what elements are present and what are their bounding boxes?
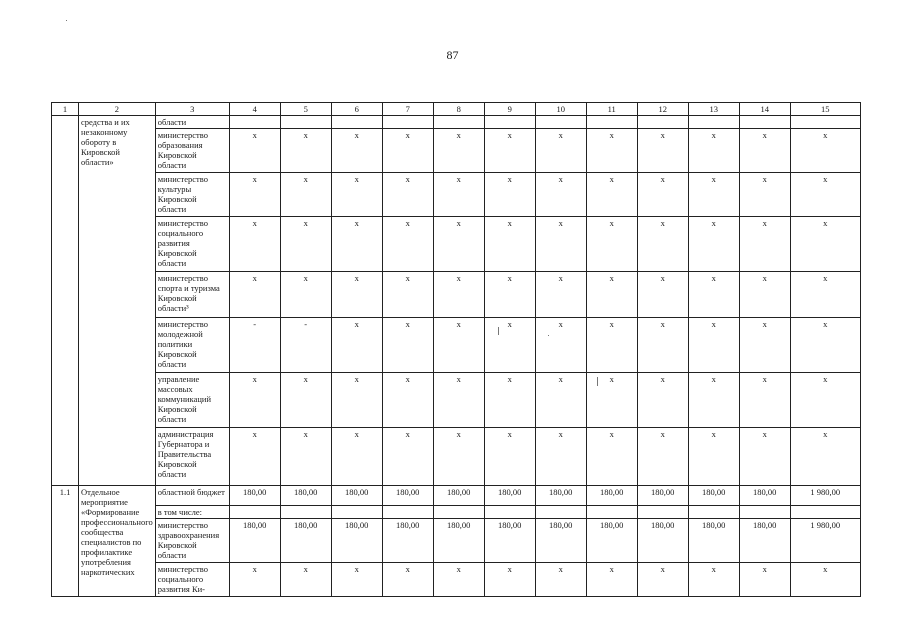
value-cell: x: [637, 272, 688, 318]
table-row: [52, 373, 861, 428]
value-cell: x: [382, 217, 433, 272]
value-cell: x: [280, 217, 331, 272]
header-cell: 2: [79, 103, 156, 116]
header-row: [52, 103, 861, 116]
value-cell: x: [331, 217, 382, 272]
value-cell: [535, 506, 586, 519]
value-cell: [382, 506, 433, 519]
value-cell: x: [790, 272, 860, 318]
value-cell: x: [535, 428, 586, 486]
value-cell: [484, 116, 535, 129]
value-cell: x: [586, 318, 637, 373]
value-cell: [382, 116, 433, 129]
value-cell: [790, 506, 860, 519]
value-cell: 180,00: [586, 519, 637, 563]
header-cell: 3: [155, 103, 229, 116]
value-cell: x: [637, 173, 688, 217]
value-cell: x: [688, 373, 739, 428]
value-cell: [586, 116, 637, 129]
value-cell: [637, 116, 688, 129]
value-cell: [280, 506, 331, 519]
executor-cell: министерство спорта и туризма Кировской области³: [155, 272, 229, 318]
value-cell: 180,00: [280, 519, 331, 563]
event-name-cell: Отдельное мероприятие «Формирование профессионального сообщества специалистов по профилактике употребления наркотических: [79, 486, 156, 597]
value-cell: x: [535, 318, 586, 373]
header-cell: 15: [790, 103, 860, 116]
table-row: [52, 563, 861, 597]
value-cell: x: [790, 173, 860, 217]
value-cell: [331, 116, 382, 129]
value-cell: x: [535, 272, 586, 318]
value-cell: x: [790, 318, 860, 373]
value-cell: x: [331, 563, 382, 597]
value-cell: x: [535, 563, 586, 597]
table-row: [52, 506, 861, 519]
value-cell: x: [688, 129, 739, 173]
value-cell: 180,00: [280, 486, 331, 506]
executor-cell: министерство здравоохранения Кировской области: [155, 519, 229, 563]
value-cell: x: [382, 129, 433, 173]
value-cell: x: [739, 217, 790, 272]
value-cell: x: [484, 428, 535, 486]
value-cell: 1 980,00: [790, 486, 860, 506]
value-cell: x: [382, 428, 433, 486]
value-cell: x: [229, 428, 280, 486]
value-cell: 180,00: [739, 486, 790, 506]
value-cell: x: [229, 217, 280, 272]
value-cell: x: [790, 563, 860, 597]
header-cell: 10: [535, 103, 586, 116]
value-cell: [790, 116, 860, 129]
value-cell: [688, 506, 739, 519]
value-cell: x: [229, 373, 280, 428]
scan-speck: [597, 377, 598, 386]
table-row: [52, 428, 861, 486]
budget-table: [51, 102, 861, 597]
value-cell: [637, 506, 688, 519]
value-cell: x: [433, 217, 484, 272]
value-cell: [229, 506, 280, 519]
value-cell: x: [331, 373, 382, 428]
header-cell: 9: [484, 103, 535, 116]
value-cell: [688, 116, 739, 129]
value-cell: x: [586, 217, 637, 272]
value-cell: x: [280, 428, 331, 486]
value-cell: 180,00: [331, 486, 382, 506]
table-row: [52, 116, 861, 129]
value-cell: -: [229, 318, 280, 373]
header-cell: 11: [586, 103, 637, 116]
value-cell: x: [688, 318, 739, 373]
executor-cell: министерство молодежной политики Кировской области: [155, 318, 229, 373]
value-cell: x: [280, 129, 331, 173]
executor-cell: в том числе:: [155, 506, 229, 519]
value-cell: x: [331, 318, 382, 373]
value-cell: x: [229, 563, 280, 597]
value-cell: 180,00: [382, 486, 433, 506]
value-cell: 180,00: [535, 486, 586, 506]
header-cell: 14: [739, 103, 790, 116]
value-cell: 180,00: [484, 486, 535, 506]
value-cell: 180,00: [382, 519, 433, 563]
value-cell: x: [535, 173, 586, 217]
value-cell: x: [790, 217, 860, 272]
value-cell: x: [535, 129, 586, 173]
value-cell: 180,00: [637, 486, 688, 506]
value-cell: x: [637, 373, 688, 428]
value-cell: x: [433, 373, 484, 428]
value-cell: x: [484, 272, 535, 318]
value-cell: 180,00: [229, 486, 280, 506]
value-cell: x: [739, 563, 790, 597]
executor-cell: администрация Губернатора и Правительства Кировской области: [155, 428, 229, 486]
value-cell: 1 980,00: [790, 519, 860, 563]
value-cell: [229, 116, 280, 129]
value-cell: x: [790, 373, 860, 428]
value-cell: x: [688, 217, 739, 272]
table-row: [52, 318, 861, 373]
value-cell: x: [331, 272, 382, 318]
value-cell: x: [433, 563, 484, 597]
value-cell: [433, 116, 484, 129]
row-number-cell: 1.1: [52, 486, 79, 597]
value-cell: [739, 506, 790, 519]
value-cell: x: [637, 129, 688, 173]
value-cell: x: [586, 373, 637, 428]
value-cell: [535, 116, 586, 129]
value-cell: [586, 506, 637, 519]
value-cell: 180,00: [331, 519, 382, 563]
value-cell: x: [586, 563, 637, 597]
header-cell: 1: [52, 103, 79, 116]
value-cell: x: [637, 318, 688, 373]
value-cell: x: [433, 129, 484, 173]
value-cell: x: [586, 428, 637, 486]
value-cell: x: [637, 563, 688, 597]
value-cell: x: [484, 563, 535, 597]
executor-cell: министерство социального развития Кировской области: [155, 217, 229, 272]
value-cell: x: [280, 563, 331, 597]
value-cell: [484, 506, 535, 519]
value-cell: 180,00: [688, 486, 739, 506]
value-cell: 180,00: [739, 519, 790, 563]
header-cell: 13: [688, 103, 739, 116]
value-cell: x: [739, 272, 790, 318]
value-cell: x: [382, 373, 433, 428]
header-cell: 6: [331, 103, 382, 116]
program-name-cell: средства и их незаконному обороту в Кировской области»: [79, 116, 156, 486]
executor-cell: области: [155, 116, 229, 129]
value-cell: x: [229, 272, 280, 318]
value-cell: x: [280, 272, 331, 318]
scan-speck: [548, 335, 549, 336]
page-number: 87: [446, 48, 459, 62]
value-cell: x: [229, 173, 280, 217]
value-cell: x: [535, 373, 586, 428]
value-cell: x: [637, 217, 688, 272]
value-cell: x: [382, 563, 433, 597]
value-cell: x: [739, 373, 790, 428]
header-cell: 7: [382, 103, 433, 116]
value-cell: x: [688, 563, 739, 597]
value-cell: 180,00: [433, 519, 484, 563]
value-cell: x: [739, 173, 790, 217]
table-row: [52, 519, 861, 563]
value-cell: x: [229, 129, 280, 173]
value-cell: 180,00: [484, 519, 535, 563]
value-cell: x: [331, 428, 382, 486]
header-cell: 8: [433, 103, 484, 116]
header-cell: 12: [637, 103, 688, 116]
value-cell: 180,00: [229, 519, 280, 563]
value-cell: x: [484, 217, 535, 272]
value-cell: [739, 116, 790, 129]
value-cell: x: [586, 173, 637, 217]
table-row: [52, 173, 861, 217]
value-cell: 180,00: [586, 486, 637, 506]
executor-cell: управление массовых коммуникаций Кировской области: [155, 373, 229, 428]
value-cell: x: [433, 272, 484, 318]
value-cell: x: [535, 217, 586, 272]
value-cell: [331, 506, 382, 519]
executor-cell: министерство образования Кировской области: [155, 129, 229, 173]
value-cell: x: [484, 173, 535, 217]
value-cell: x: [280, 173, 331, 217]
value-cell: 180,00: [433, 486, 484, 506]
value-cell: x: [688, 173, 739, 217]
value-cell: x: [382, 318, 433, 373]
header-cell: 4: [229, 103, 280, 116]
value-cell: x: [484, 318, 535, 373]
value-cell: x: [382, 272, 433, 318]
value-cell: x: [739, 428, 790, 486]
value-cell: x: [688, 428, 739, 486]
value-cell: x: [739, 318, 790, 373]
value-cell: x: [280, 373, 331, 428]
executor-cell: министерство социального развития Ки-: [155, 563, 229, 597]
value-cell: x: [484, 129, 535, 173]
executor-cell: областной бюджет: [155, 486, 229, 506]
table-row: [52, 486, 861, 506]
value-cell: 180,00: [637, 519, 688, 563]
row-number-cell: [52, 116, 79, 486]
scan-speck: [498, 327, 499, 335]
table-row: [52, 129, 861, 173]
value-cell: x: [637, 428, 688, 486]
value-cell: x: [790, 428, 860, 486]
header-cell: 5: [280, 103, 331, 116]
value-cell: x: [586, 272, 637, 318]
executor-cell: министерство культуры Кировской области: [155, 173, 229, 217]
value-cell: [433, 506, 484, 519]
value-cell: x: [688, 272, 739, 318]
value-cell: x: [382, 173, 433, 217]
value-cell: x: [790, 129, 860, 173]
value-cell: x: [433, 318, 484, 373]
value-cell: x: [739, 129, 790, 173]
value-cell: x: [484, 373, 535, 428]
scan-speck: [66, 20, 67, 21]
value-cell: x: [331, 129, 382, 173]
table-row: [52, 217, 861, 272]
value-cell: [280, 116, 331, 129]
value-cell: -: [280, 318, 331, 373]
value-cell: x: [433, 173, 484, 217]
table-row: [52, 272, 861, 318]
value-cell: 180,00: [535, 519, 586, 563]
value-cell: x: [586, 129, 637, 173]
value-cell: x: [331, 173, 382, 217]
value-cell: 180,00: [688, 519, 739, 563]
value-cell: x: [433, 428, 484, 486]
